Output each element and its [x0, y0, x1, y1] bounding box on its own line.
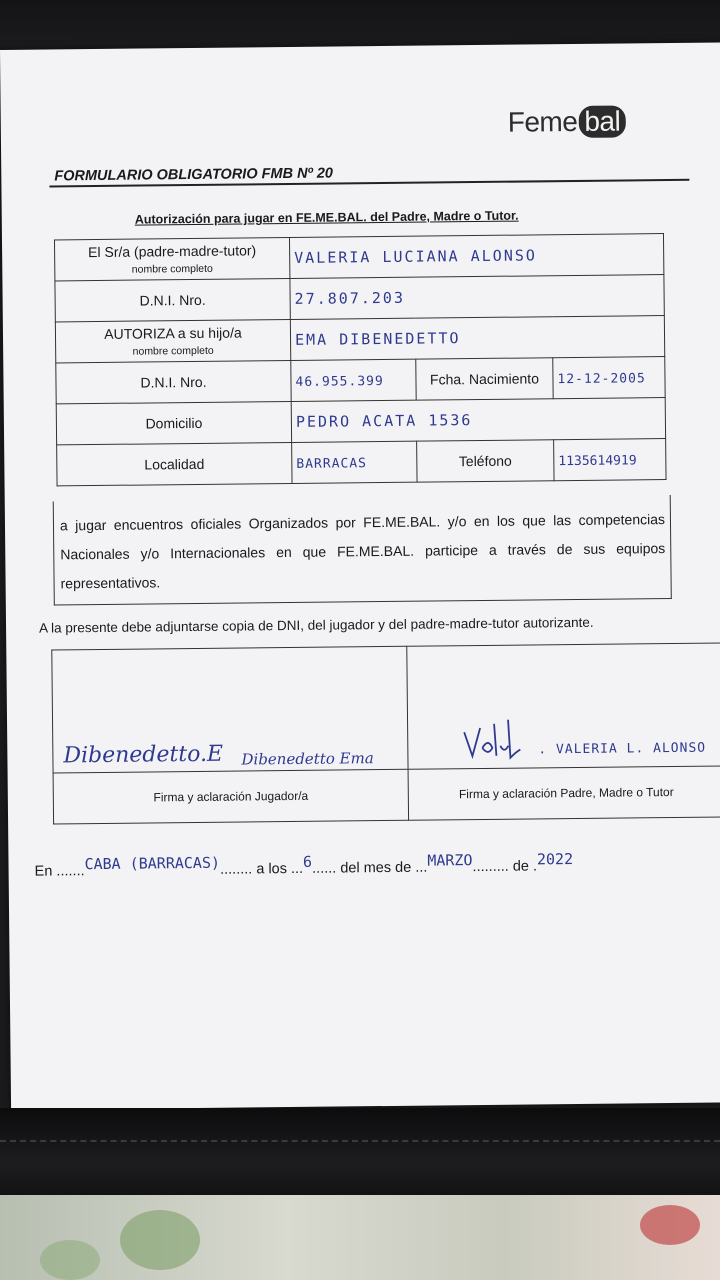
player-clarification: Dibenedetto Ema	[241, 749, 374, 769]
parent-name-value: VALERIA LUCIANA ALONSO	[294, 246, 537, 267]
dni-label: D.N.I. Nro.	[55, 278, 290, 321]
form-title: FORMULARIO OBLIGATORIO FMB Nº 20	[54, 165, 334, 185]
dni-copy-note: A la presente debe adjuntarse copia de DNI, del jugador y del padre-madre-tutor autorizante.	[38, 614, 594, 636]
mes-label: del mes de	[340, 859, 412, 877]
femebal-logo: Feme bal	[508, 105, 627, 138]
locality-row	[57, 439, 666, 486]
full-name-hint: nombre completo	[132, 344, 214, 358]
parent-signature-scribble	[460, 717, 532, 762]
child-name-cell	[290, 316, 664, 361]
dni-label: D.N.I. Nro.	[56, 360, 291, 403]
parent-clarification: . VALERIA L. ALONSO	[538, 740, 707, 758]
date-line: En .......CABA (BARRACAS)........ a los ...6...... del mes de ...MARZO......... de .2022	[34, 850, 574, 880]
child-dni-value: 46.955.399	[295, 373, 384, 390]
phone-label: Teléfono	[417, 440, 554, 482]
parent-dni-row	[55, 275, 664, 322]
address-row	[56, 398, 665, 445]
birth-label: Fcha. Nacimiento	[416, 358, 553, 400]
parent-label-cell	[54, 237, 289, 280]
authorization-table	[54, 233, 667, 486]
child-name-row	[55, 316, 664, 363]
child-dni-cell	[291, 359, 416, 401]
binder-cover	[0, 1108, 720, 1200]
a-los-label: a los	[256, 861, 288, 878]
year-value: 2022	[536, 850, 574, 869]
player-signature: Dibenedetto.E	[63, 741, 224, 769]
birth-date-cell	[553, 357, 665, 399]
parent-signature-caption: Firma y aclaración Padre, Madre o Tutor	[408, 766, 720, 820]
phone-cell	[554, 439, 666, 481]
parent-dni-cell	[290, 275, 664, 320]
en-label: En	[34, 863, 53, 880]
player-signature-caption: Firma y aclaración Jugador/a	[53, 769, 409, 824]
locality-value: BARRACAS	[296, 455, 368, 472]
address-cell	[291, 398, 665, 443]
parent-signature-area	[407, 643, 720, 769]
parent-dni-value: 27.807.203	[294, 288, 406, 308]
full-name-hint: nombre completo	[131, 262, 213, 276]
child-dni-row	[56, 357, 665, 404]
day-value: 6	[302, 852, 313, 871]
floral-blanket	[0, 1195, 720, 1280]
de-label: de	[512, 858, 530, 875]
form-subtitle: Autorización para jugar en FE.ME.BAL. del Padre, Madre o Tutor.	[134, 208, 519, 227]
locality-label: Localidad	[57, 442, 292, 485]
leaf-pattern	[120, 1210, 200, 1270]
authorize-label-cell	[55, 319, 290, 362]
parent-name-cell	[289, 234, 663, 279]
month-value: MARZO	[427, 851, 473, 870]
binder-stitching	[0, 1140, 720, 1142]
flower-pattern	[640, 1205, 700, 1245]
birth-date-value: 12-12-2005	[557, 370, 646, 387]
authorize-label: AUTORIZA a su hijo/a	[104, 324, 242, 342]
address-label: Domicilio	[56, 401, 291, 444]
address-value: PEDRO ACATA 1536	[295, 411, 473, 431]
player-signature-area	[52, 646, 408, 773]
place-value: CABA (BARRACAS)	[84, 853, 221, 874]
authorization-paragraph: a jugar encuentros oficiales Organizados por FE.ME.BAL. y/o en los que las competencias Nacionales y/o Internacionales en que FE.ME.BAL. participe a través de sus equipos representativos.	[53, 495, 672, 605]
locality-cell	[292, 441, 417, 483]
parent-name-row	[54, 234, 663, 281]
signature-table	[51, 642, 720, 824]
leaf-pattern	[40, 1240, 100, 1280]
parent-label: El Sr/a (padre-madre-tutor)	[88, 242, 257, 261]
child-name-value: EMA DIBENEDETTO	[294, 329, 461, 349]
phone-value: 1135614919	[558, 452, 637, 469]
form-paper	[0, 42, 720, 1109]
